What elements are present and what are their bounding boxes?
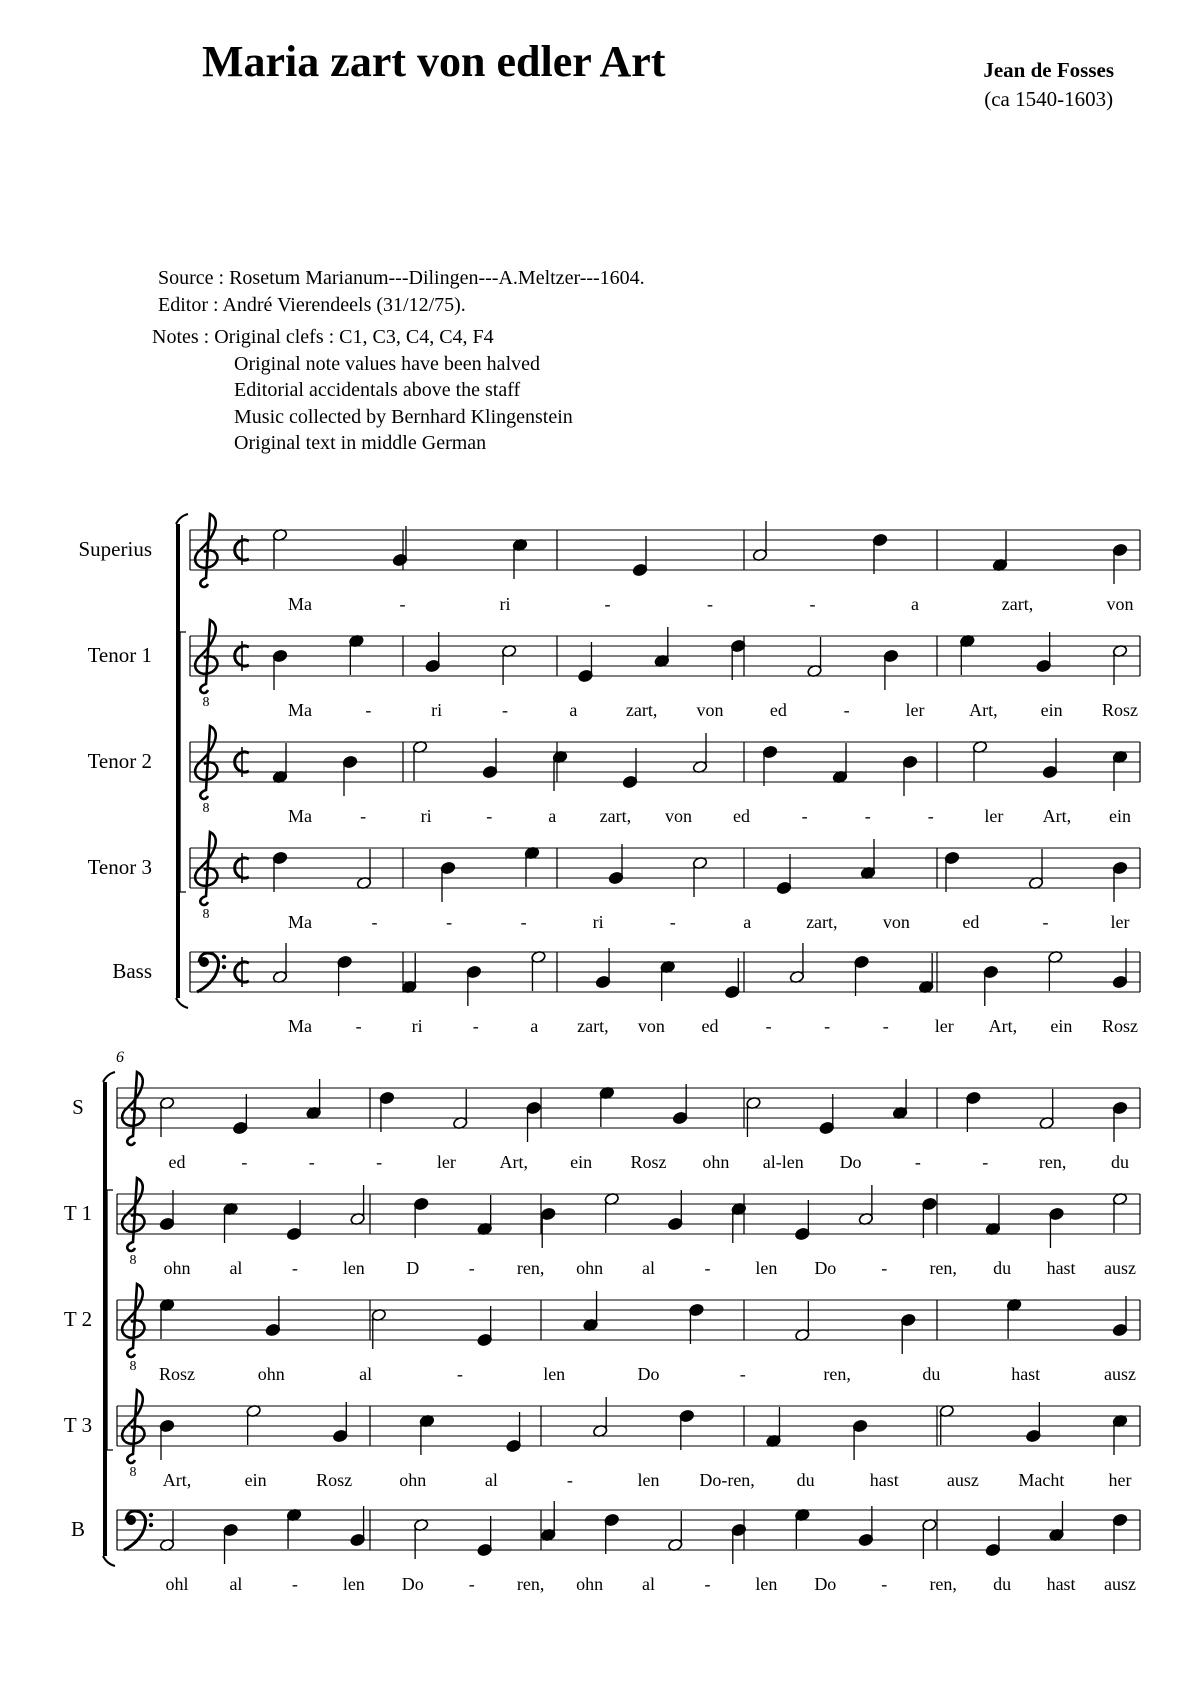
- lyric-syllable: ausz: [1104, 1258, 1136, 1278]
- lyric-syllable: Art,: [969, 700, 998, 720]
- lyric-syllable: Ma: [288, 700, 312, 720]
- lyric-syllable: ausz: [946, 1470, 979, 1490]
- lyric-syllable: -: [486, 806, 493, 826]
- lyric-syllable: Do: [401, 1574, 424, 1594]
- lyric-syllable: du: [993, 1258, 1012, 1278]
- lyric-syllable: Art,: [499, 1152, 529, 1172]
- treble-clef-icon: [195, 726, 217, 799]
- treble-clef-icon: [195, 514, 217, 587]
- lyric-syllable: -: [914, 1152, 921, 1172]
- lyric-syllable: -: [355, 1016, 362, 1036]
- system-bracket-hook: [103, 1072, 115, 1082]
- voice-label: Superius: [78, 537, 152, 561]
- page-title: Maria zart von edler Art: [202, 37, 666, 86]
- lyric-syllable: len: [755, 1574, 778, 1594]
- voice-label: Tenor 3: [87, 855, 152, 879]
- lyric-syllable: -: [824, 1016, 831, 1036]
- voice-label: Tenor 1: [87, 643, 152, 667]
- lyric-syllable: -: [468, 1258, 475, 1278]
- lyric-syllable: -: [291, 1258, 298, 1278]
- voice-label: B: [70, 1517, 86, 1541]
- lyric-syllable: ohn: [576, 1574, 604, 1594]
- treble-clef-icon: [195, 832, 217, 905]
- lyric-syllable: ler: [1110, 912, 1130, 932]
- lyric-syllable: zart,: [599, 806, 632, 826]
- lyric-syllable: ed: [769, 700, 787, 720]
- lyric-syllable: -: [376, 1152, 383, 1172]
- lyric-syllable: ausz: [1104, 1364, 1136, 1384]
- source-line: Source : Rosetum Marianum---Dilingen---A.Meltzer---1604.: [158, 267, 645, 289]
- lyric-syllable: -: [881, 1574, 888, 1594]
- lyric-syllable: zart,: [625, 700, 658, 720]
- lyric-syllable: ren,: [823, 1364, 851, 1384]
- lyric-syllable: -: [502, 700, 508, 720]
- lyric-syllable: ri: [499, 594, 511, 614]
- lyric-syllable: ohn: [163, 1258, 191, 1278]
- lyric-syllable: -: [446, 912, 453, 932]
- lyric-syllable: zart,: [1001, 594, 1034, 614]
- lyric-syllable: al: [484, 1470, 498, 1490]
- lyric-syllable: -: [739, 1364, 746, 1384]
- lyric-syllable: Ma: [288, 806, 312, 826]
- lyric-syllable: -: [707, 594, 713, 614]
- lyric-syllable: -: [520, 912, 527, 932]
- lyric-syllable: hast: [869, 1470, 899, 1490]
- lyric-syllable: len: [637, 1470, 660, 1490]
- lyric-syllable: du: [922, 1364, 941, 1384]
- lyric-syllable: Rosz: [316, 1470, 353, 1490]
- lyric-syllable: -: [982, 1152, 989, 1172]
- lyric-syllable: a: [911, 594, 919, 614]
- lyric-syllable: her: [1108, 1470, 1132, 1490]
- lyric-syllable: ler: [984, 806, 1004, 826]
- treble-clef-icon: [122, 1072, 144, 1145]
- lyric-syllable: hast: [1046, 1258, 1076, 1278]
- lyric-syllable: Do-ren,: [699, 1470, 755, 1490]
- lyric-syllable: ler: [436, 1152, 456, 1172]
- lyric-syllable: -: [365, 700, 372, 720]
- lyric-syllable: -: [882, 1016, 889, 1036]
- bass-clef-dot: [222, 965, 226, 969]
- lyric-syllable: ohl: [165, 1574, 189, 1594]
- lyric-syllable: -: [456, 1364, 463, 1384]
- lyric-syllable: len: [755, 1258, 778, 1278]
- lyric-syllable: zart,: [577, 1016, 609, 1036]
- octave-below-marker: 8: [129, 1465, 137, 1480]
- lyric-syllable: von: [637, 1016, 665, 1036]
- lyric-syllable: ein: [244, 1470, 267, 1490]
- lyric-syllable: -: [604, 594, 611, 614]
- lyric-syllable: -: [399, 594, 406, 614]
- treble-clef-icon: [195, 620, 217, 693]
- lyric-syllable: Art,: [988, 1016, 1018, 1036]
- lyric-syllable: ohn: [399, 1470, 427, 1490]
- notes-label: Notes : Original clefs : C1, C3, C4, C4, F4: [152, 326, 494, 348]
- bass-clef-dot: [149, 1513, 153, 1517]
- lyric-syllable: ohn: [702, 1152, 730, 1172]
- lyric-syllable: Do: [814, 1574, 837, 1594]
- lyric-syllable: Do: [637, 1364, 660, 1384]
- lyric-syllable: ausz: [1104, 1574, 1136, 1594]
- lyric-syllable: ren,: [929, 1258, 957, 1278]
- lyric-syllable: ri: [420, 806, 432, 826]
- system-bracket-hook: [103, 1556, 115, 1566]
- treble-clef-icon: [122, 1390, 144, 1463]
- voice-label: T 1: [63, 1201, 93, 1225]
- lyric-syllable: -: [669, 912, 676, 932]
- lyric-syllable: ed: [733, 806, 751, 826]
- lyric-syllable: a: [548, 806, 557, 826]
- bass-clef-dot: [222, 955, 226, 959]
- lyric-syllable: ed: [168, 1152, 186, 1172]
- lyric-syllable: a: [530, 1016, 539, 1036]
- lyric-syllable: -: [468, 1574, 475, 1594]
- system-bracket-hook: [176, 998, 188, 1008]
- treble-clef-icon: [122, 1178, 144, 1251]
- lyric-syllable: -: [881, 1258, 888, 1278]
- voice-label: S: [72, 1095, 84, 1119]
- lyric-syllable: ed: [701, 1016, 719, 1036]
- lyric-syllable: ri: [431, 700, 443, 720]
- lyric-syllable: D: [406, 1258, 420, 1278]
- lyric-syllable: Rosz: [1102, 1016, 1138, 1036]
- octave-below-marker: 8: [129, 1253, 137, 1268]
- octave-below-marker: 8: [129, 1359, 137, 1374]
- lyric-syllable: Rosz: [159, 1364, 195, 1384]
- lyric-syllable: -: [472, 1016, 479, 1036]
- lyric-syllable: Rosz: [630, 1152, 667, 1172]
- note-line: Editorial accidentals above the staff: [234, 379, 521, 401]
- lyric-syllable: ein: [1109, 806, 1131, 826]
- lyric-syllable: hast: [1046, 1574, 1076, 1594]
- lyric-syllable: -: [927, 806, 934, 826]
- lyric-syllable: -: [704, 1258, 711, 1278]
- lyric-syllable: Rosz: [1102, 700, 1138, 720]
- note-line: Original text in middle German: [234, 432, 487, 454]
- lyric-syllable: Art,: [162, 1470, 192, 1490]
- lyric-syllable: len: [543, 1364, 566, 1384]
- bass-clef-dot: [149, 1523, 153, 1527]
- voice-label: Bass: [112, 959, 152, 983]
- lyric-syllable: Do: [839, 1152, 862, 1172]
- lyric-syllable: -: [308, 1152, 315, 1172]
- lyric-syllable: a: [743, 912, 752, 932]
- lyric-syllable: -: [704, 1574, 711, 1594]
- lyric-syllable: ren,: [929, 1574, 957, 1594]
- lyric-syllable: len: [342, 1258, 365, 1278]
- lyric-syllable: -: [241, 1152, 248, 1172]
- lyric-syllable: -: [801, 806, 808, 826]
- voice-label: Tenor 2: [87, 749, 152, 773]
- lyric-syllable: al: [229, 1258, 243, 1278]
- lyric-syllable: ren,: [516, 1574, 545, 1594]
- lyric-syllable: al: [229, 1574, 243, 1594]
- lyric-syllable: Ma: [288, 594, 312, 614]
- lyric-syllable: Ma: [288, 912, 312, 932]
- treble-clef-icon: [122, 1284, 144, 1357]
- lyric-syllable: zart,: [806, 912, 838, 932]
- tenor-group-bracket: [107, 1190, 113, 1450]
- lyric-syllable: al-len: [762, 1152, 804, 1172]
- lyric-syllable: ri: [411, 1016, 423, 1036]
- lyric-syllable: -: [360, 806, 367, 826]
- lyric-syllable: ein: [570, 1152, 593, 1172]
- lyric-syllable: ed: [962, 912, 980, 932]
- measure-number: 6: [116, 1049, 124, 1066]
- lyric-syllable: ohn: [576, 1258, 604, 1278]
- lyric-syllable: len: [342, 1574, 365, 1594]
- lyric-syllable: a: [569, 700, 578, 720]
- voice-label: T 3: [63, 1413, 93, 1437]
- octave-below-marker: 8: [202, 695, 210, 710]
- lyric-syllable: al: [359, 1364, 373, 1384]
- note-line: Original note values have been halved: [234, 352, 540, 375]
- lyric-syllable: -: [809, 594, 816, 614]
- lyric-syllable: ren,: [516, 1258, 545, 1278]
- lyric-syllable: al: [642, 1258, 655, 1278]
- lyric-syllable: ri: [592, 912, 604, 932]
- editor-line: Editor : André Vierendeels (31/12/75).: [158, 293, 466, 316]
- lyric-syllable: -: [864, 806, 871, 826]
- lyric-syllable: Do: [814, 1258, 837, 1278]
- octave-below-marker: 8: [202, 801, 210, 816]
- composer-name: Jean de Fosses: [983, 58, 1114, 82]
- lyric-syllable: -: [1042, 912, 1049, 932]
- system-bracket-hook: [176, 514, 188, 524]
- lyric-syllable: von: [696, 700, 724, 720]
- lyric-syllable: ein: [1050, 1016, 1073, 1036]
- voice-label: T 2: [63, 1307, 93, 1331]
- lyric-syllable: -: [843, 700, 850, 720]
- octave-below-marker: 8: [202, 907, 210, 922]
- note-line: Music collected by Bernhard Klingenstein: [234, 405, 573, 428]
- lyric-syllable: von: [1106, 594, 1134, 614]
- lyric-syllable: du: [796, 1470, 815, 1490]
- lyric-syllable: du: [1111, 1152, 1129, 1172]
- lyric-syllable: du: [993, 1574, 1012, 1594]
- lyric-syllable: Ma: [288, 1016, 312, 1036]
- lyric-syllable: ler: [934, 1016, 954, 1036]
- lyric-syllable: hast: [1011, 1364, 1041, 1384]
- lyric-syllable: Macht: [1018, 1470, 1065, 1490]
- lyric-syllable: -: [765, 1016, 772, 1036]
- lyric-syllable: von: [882, 912, 910, 932]
- lyric-syllable: al: [642, 1574, 655, 1594]
- lyric-syllable: -: [371, 912, 378, 932]
- lyric-syllable: ein: [1040, 700, 1063, 720]
- lyric-syllable: ler: [905, 700, 925, 720]
- lyric-syllable: ohn: [257, 1364, 285, 1384]
- lyric-syllable: -: [291, 1574, 298, 1594]
- lyric-syllable: ren,: [1038, 1152, 1067, 1172]
- composer-dates: (ca 1540-1603): [984, 87, 1114, 111]
- tenor-group-bracket: [180, 632, 186, 892]
- lyric-syllable: von: [664, 806, 692, 826]
- lyric-syllable: Art,: [1042, 806, 1072, 826]
- lyric-syllable: -: [566, 1470, 573, 1490]
